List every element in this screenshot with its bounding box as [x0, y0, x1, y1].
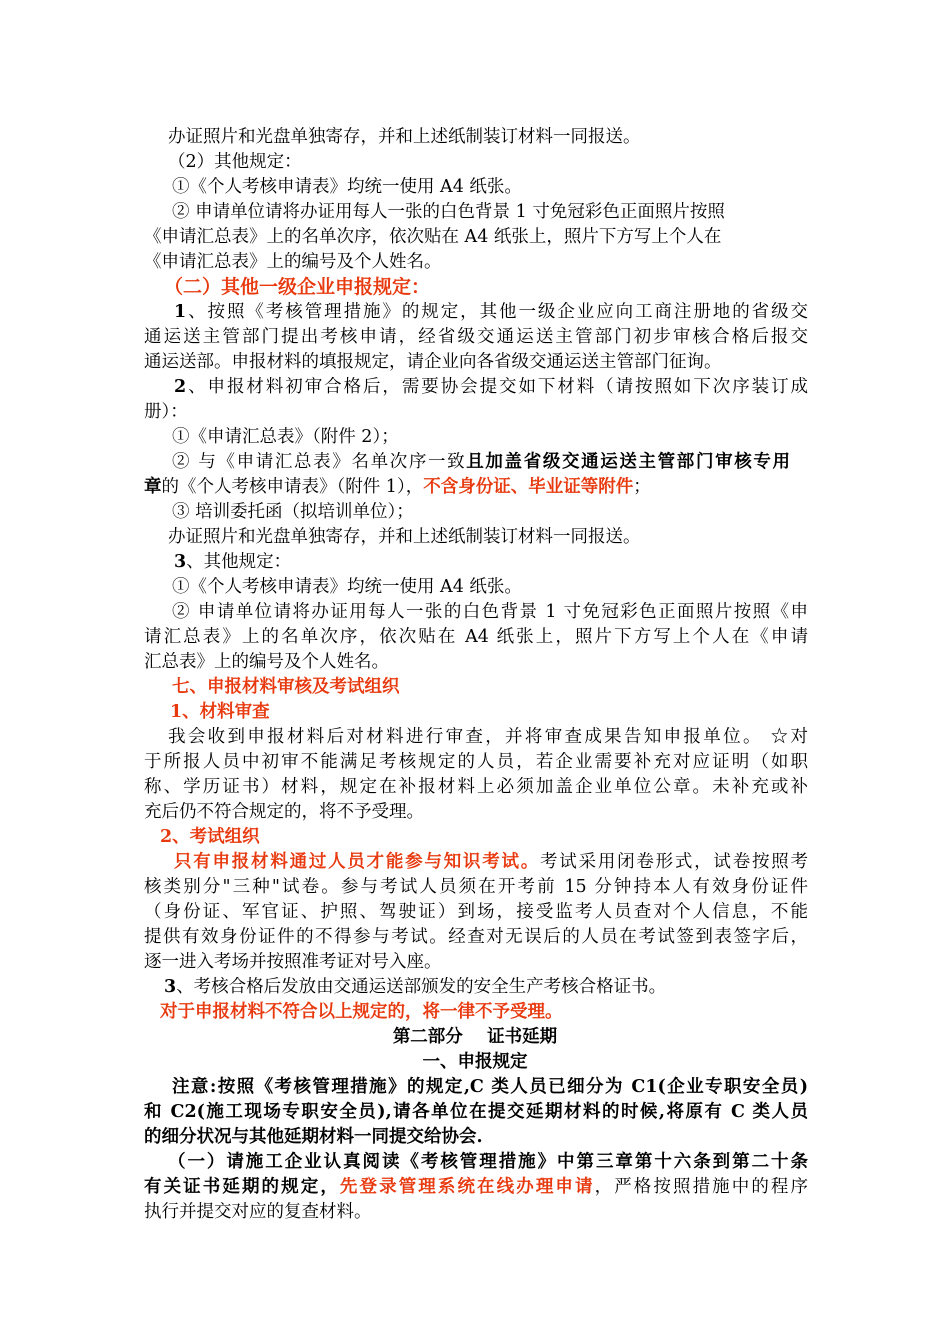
- list-item: ② 申请单位请将办证用每人一张的白色背景 1 寸免冠彩色正面照片按照: [172, 202, 725, 222]
- emphasis-text: 有关证书延期的规定，: [144, 1177, 340, 1197]
- paragraph-line: 执行并提交对应的复查材料。: [144, 1202, 372, 1222]
- paragraph-line: [164, 975, 666, 999]
- paragraph-line: 核类别分"三种"试卷。参与考试人员须在开考前 15 分钟持本人有效身份证件: [144, 877, 808, 897]
- list-item: [172, 450, 790, 474]
- paragraph-line: 我会收到申报材料后对材料进行审查，并将审查成果告知申报单位。 ☆对: [168, 727, 808, 747]
- emphasis-text: 且加盖省级交通运送主管部门审核专用: [466, 452, 790, 472]
- item-number: 1: [174, 302, 187, 322]
- paragraph-line: （2）其他规定：: [168, 152, 302, 172]
- paragraph-line: 办证照片和光盘单独寄存，并和上述纸制装订材料一同报送。: [168, 127, 641, 147]
- item-text: 、其他规定：: [186, 552, 292, 572]
- item-text: 、申报材料初审合格后，需要协会提交如下材料（请按照如下次序装订成: [186, 377, 808, 397]
- paragraph-line: 册）：: [144, 402, 188, 422]
- note-line: 和 C2(施工现场专职安全员),请各单位在提交延期材料的时候,将原有 C 类人员: [144, 1102, 808, 1122]
- paragraph-line: [174, 550, 291, 574]
- paragraph-line: 汇总表》上的编号及个人姓名。: [144, 652, 389, 672]
- item-text: ② 与《申请汇总表》名单次序一致: [172, 452, 467, 472]
- paragraph-line: [144, 375, 808, 399]
- paragraph-line: （身份证、军官证、护照、驾驶证）到场，接受监考人员查对个人信息，不能: [144, 902, 808, 922]
- item-text: 的《个人考核申请表》（附件 1），: [161, 477, 424, 497]
- paragraph-line: （一）请施工企业认真阅读《考核管理措施》中第三章第十六条到第二十条: [168, 1152, 808, 1172]
- paragraph-line: 《申请汇总表》上的名单次序，依次贴在 A4 纸张上，照片下方写上个人在: [144, 227, 722, 247]
- list-item: ①《申请汇总表》（附件 2）；: [172, 427, 399, 447]
- note-line: 的细分状况与其他延期材料一同提交给协会.: [144, 1127, 483, 1147]
- warning-text: 对于申报材料不符合以上规定的，将一律不予受理。: [160, 1002, 563, 1022]
- paragraph-line: 《申请汇总表》上的编号及个人姓名。: [144, 252, 442, 272]
- emphasis-text: 章: [144, 477, 162, 497]
- section-heading: 七、申报材料审核及考试组织: [172, 677, 400, 697]
- list-item: ①《个人考核申请表》均统一使用 A4 纸张。: [172, 177, 522, 197]
- paragraph-line: [144, 475, 651, 499]
- warning-text: 先登录管理系统在线办理申请: [339, 1177, 595, 1197]
- part-heading: 第二部分 证书延期: [392, 1027, 558, 1047]
- item-text: 、考核合格后发放由交通运送部颁发的安全生产考核合格证书。: [176, 977, 667, 997]
- list-item: ③ 培训委托函（拟培训单位）；: [172, 502, 414, 522]
- paragraph-line: 充后仍不符合规定的，将不予受理。: [144, 802, 424, 822]
- paragraph-line: 通运送部。申报材料的填报规定，请企业向各省级交通运送主管部门征询。: [144, 352, 722, 372]
- paragraph-line: 提供有效身份证件的不得参与考试。经查对无误后的人员在考试签到表签字后，: [144, 927, 808, 947]
- item-number: 3: [164, 977, 177, 997]
- paragraph-line: 请汇总表》上的名单次序，依次贴在 A4 纸张上，照片下方写上个人在《申请: [144, 627, 808, 647]
- paragraph-line: 办证照片和光盘单独寄存，并和上述纸制装订材料一同报送。: [168, 527, 641, 547]
- note-line: 注意:按照《考核管理措施》的规定,C 类人员已细分为 C1(企业专职安全员): [172, 1077, 808, 1097]
- item-text: 、按照《考核管理措施》的规定，其他一级企业应向工商注册地的省级交: [186, 302, 808, 322]
- subsection-heading: 1、材料审查: [170, 702, 270, 722]
- paragraph-line: [144, 1175, 808, 1199]
- paragraph-line: 逐一进入考场并按照准考证对号入座。: [144, 952, 442, 972]
- item-number: 3: [174, 552, 187, 572]
- section-heading: （二）其他一级企业申报规定：: [164, 276, 431, 298]
- list-item: ①《个人考核申请表》均统一使用 A4 纸张。: [172, 577, 522, 597]
- item-text: ；: [633, 477, 651, 497]
- paragraph-line: [174, 850, 808, 874]
- paragraph-line: [144, 300, 808, 324]
- list-item: ② 申请单位请将办证用每人一张的白色背景 1 寸免冠彩色正面照片按照《申: [172, 602, 808, 622]
- item-text: 考试采用闭卷形式，试卷按照考: [540, 852, 808, 872]
- warning-text: 只有申报材料通过人员才能参与知识考试。: [174, 852, 541, 872]
- paragraph-line: 于所报人员中初审不能满足考核规定的人员，若企业需要补充对应证明（如职: [144, 752, 808, 772]
- section-heading: 一、申报规定: [422, 1052, 528, 1072]
- item-number: 2: [174, 377, 187, 397]
- subsection-heading: 2、考试组织: [160, 827, 260, 847]
- item-text: ，严格按照措施中的程序: [594, 1177, 809, 1197]
- paragraph-line: 通运送主管部门提出考核申请，经省级交通运送主管部门初步审核合格后报交: [144, 327, 808, 347]
- paragraph-line: 称、学历证书）材料，规定在补报材料上必须加盖企业单位公章。未补充或补: [144, 777, 808, 797]
- warning-text: 不含身份证、毕业证等附件: [423, 477, 634, 497]
